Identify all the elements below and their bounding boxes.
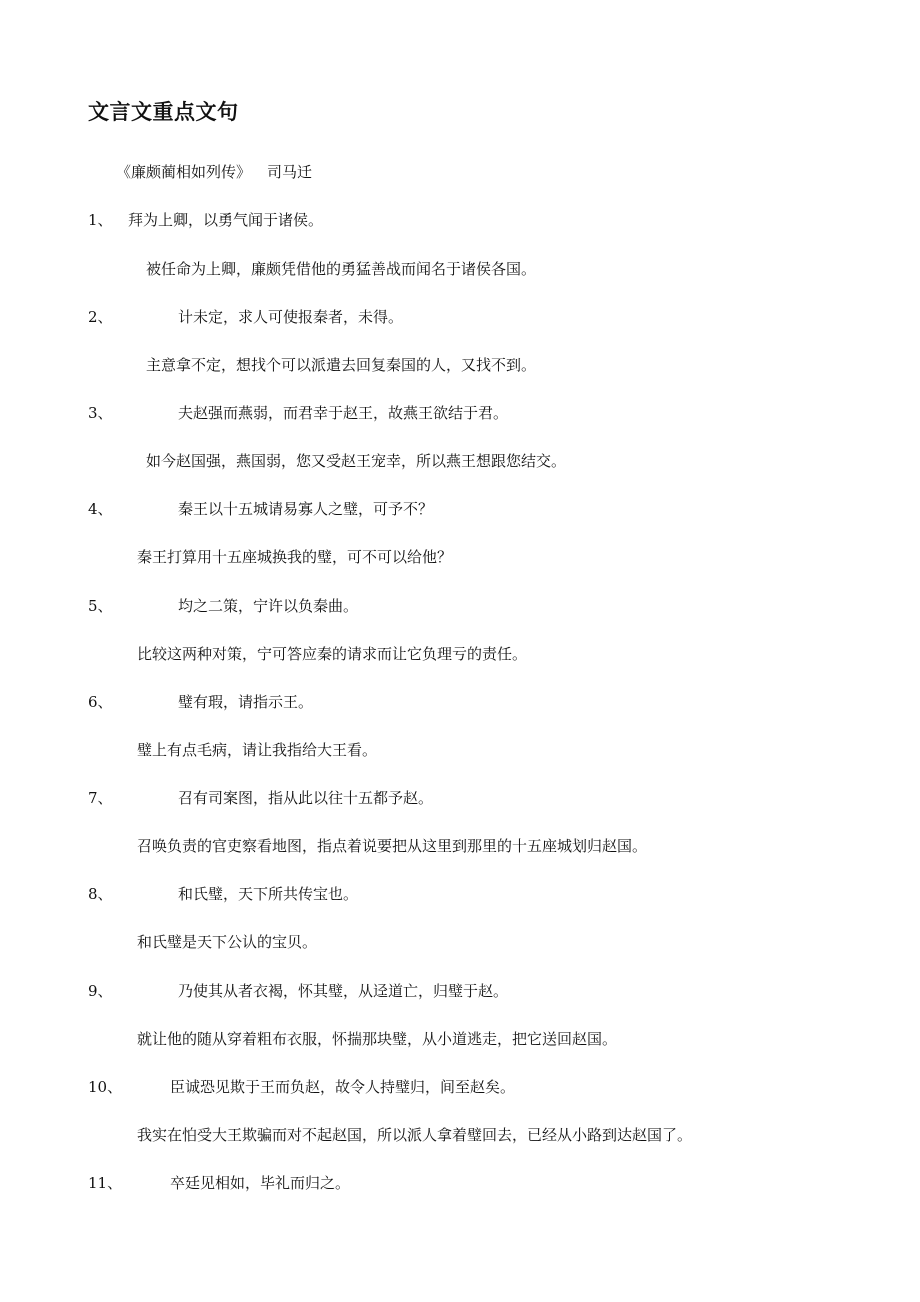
sentence-number: 8、 — [88, 885, 113, 903]
sentence-original: 乃使其从者衣褐，怀其璧，从迳道亡，归璧于赵。 — [178, 982, 509, 1000]
sentence-original: 卒廷见相如，毕礼而归之。 — [170, 1174, 351, 1192]
sentence-translation: 召唤负责的官吏察看地图，指点着说要把从这里到那里的十五座城划归赵国。 — [137, 837, 648, 855]
section-heading — [116, 161, 312, 182]
sentence-number: 11、 — [88, 1174, 123, 1192]
work-title: 《廉颇蔺相如列传》 — [116, 163, 252, 181]
sentence-translation: 我实在怕受大王欺骗而对不起赵国，所以派人拿着璧回去，已经从小路到达赵国了。 — [137, 1126, 693, 1144]
sentence-original: 计未定，求人可使报秦者，未得。 — [178, 308, 404, 326]
sentence-translation: 和氏璧是天下公认的宝贝。 — [137, 933, 318, 951]
sentence-original: 和氏璧，天下所共传宝也。 — [178, 885, 359, 903]
sentence-translation: 被任命为上卿，廉颇凭借他的勇猛善战而闻名于诸侯各国。 — [146, 260, 537, 278]
sentence-original: 璧有瑕，请指示王。 — [178, 693, 314, 711]
sentence-number: 9、 — [88, 982, 113, 1000]
sentence-number: 7、 — [88, 789, 113, 807]
sentence-number: 3、 — [88, 404, 113, 422]
sentence-number: 4、 — [88, 500, 113, 518]
document-title: 文言文重点文句 — [88, 100, 239, 124]
sentence-original: 均之二策，宁许以负秦曲。 — [178, 597, 359, 615]
sentence-translation: 主意拿不定，想找个可以派遣去回复秦国的人，又找不到。 — [146, 356, 537, 374]
sentence-original: 夫赵强而燕弱，而君幸于赵王，故燕王欲结于君。 — [178, 404, 509, 422]
sentence-original: 召有司案图，指从此以往十五都予赵。 — [178, 789, 434, 807]
sentence-original: 臣诚恐见欺于王而负赵，故令人持璧归，间至赵矣。 — [170, 1078, 516, 1096]
sentence-translation: 比较这两种对策，宁可答应秦的请求而让它负理亏的责任。 — [137, 645, 528, 663]
sentence-number: 2、 — [88, 308, 113, 326]
sentence-number: 1、 — [88, 211, 113, 229]
sentence-original: 秦王以十五城请易寡人之璧，可予不？ — [178, 500, 434, 518]
sentence-translation: 璧上有点毛病，请让我指给大王看。 — [137, 741, 378, 759]
sentence-translation: 秦王打算用十五座城换我的璧，可不可以给他？ — [137, 548, 453, 566]
sentence-number: 10、 — [88, 1078, 123, 1096]
sentence-number: 6、 — [88, 693, 113, 711]
sentence-original: 拜为上卿，以勇气闻于诸侯。 — [128, 211, 324, 229]
sentence-number: 5、 — [88, 597, 113, 615]
sentence-translation: 如今赵国强，燕国弱，您又受赵王宠幸，所以燕王想跟您结交。 — [146, 452, 567, 470]
sentence-translation: 就让他的随从穿着粗布衣服，怀揣那块璧，从小道逃走，把它送回赵国。 — [137, 1030, 618, 1048]
work-author: 司马迁 — [267, 163, 313, 181]
